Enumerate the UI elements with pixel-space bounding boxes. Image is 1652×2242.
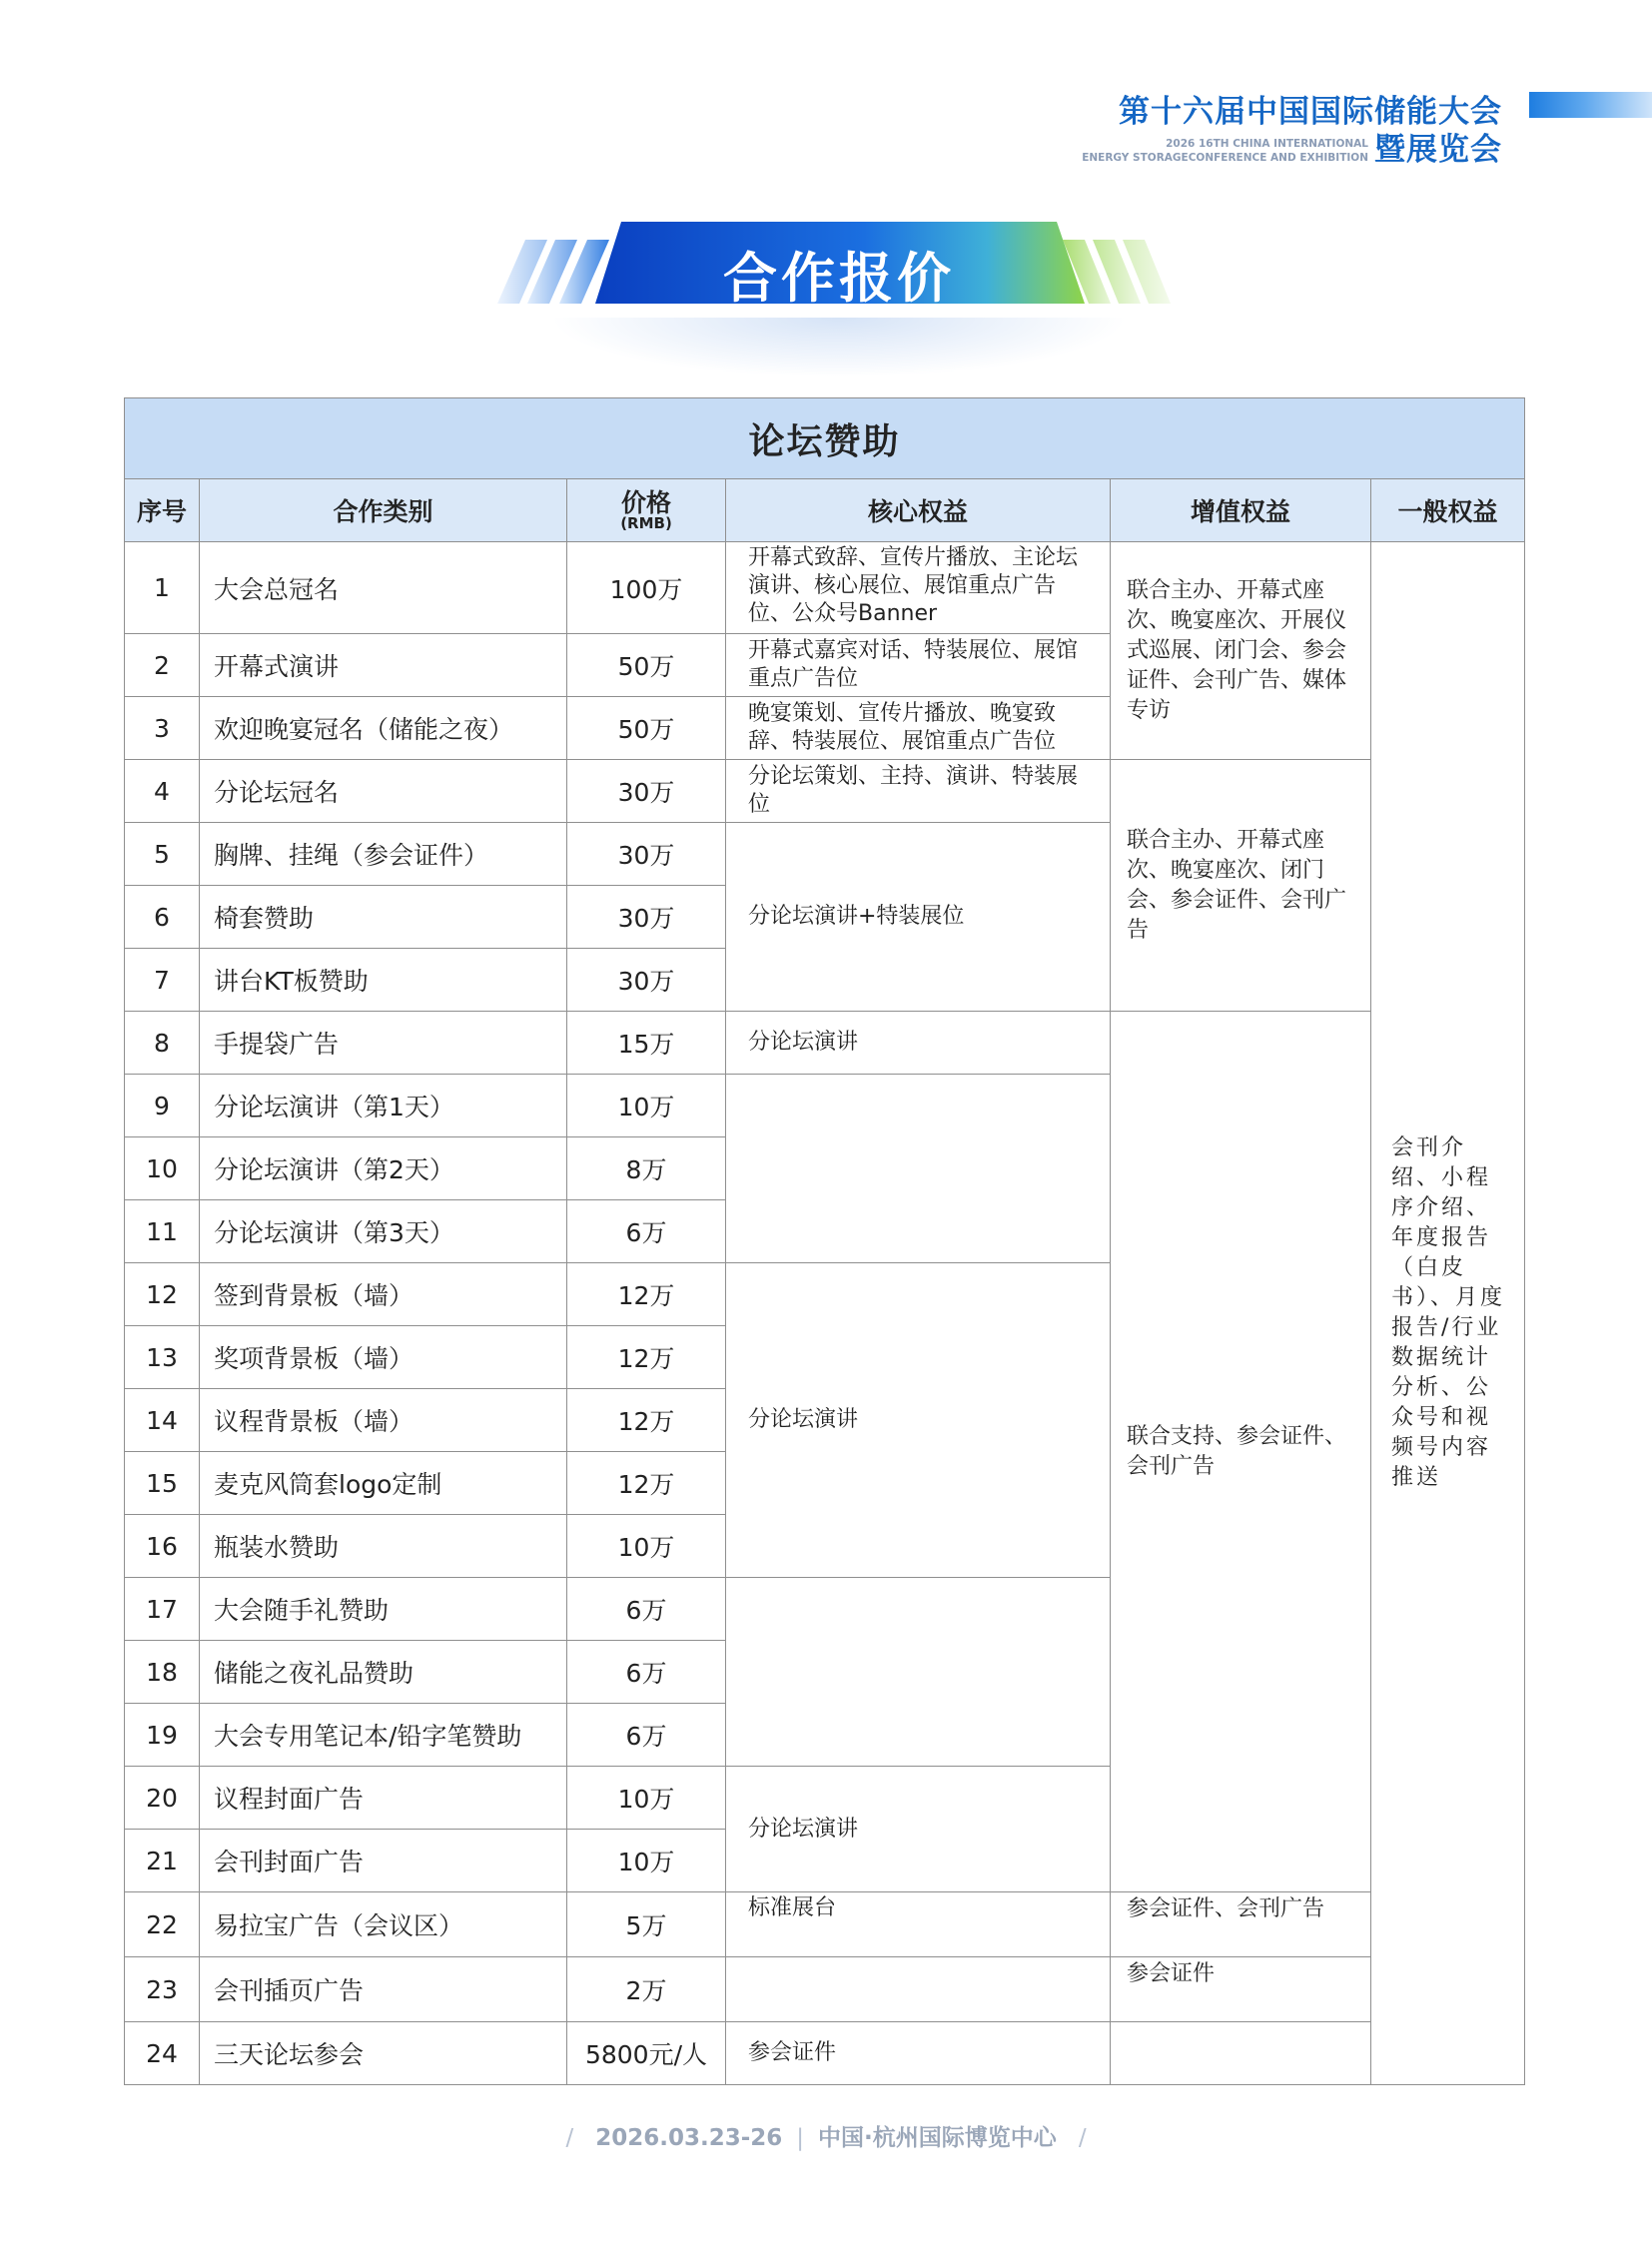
row-price: 15万 xyxy=(567,1012,726,1075)
row-no: 17 xyxy=(125,1578,200,1641)
row-added-benefits: 联合支持、参会证件、会刊广告 xyxy=(1111,1012,1371,1892)
row-price: 10万 xyxy=(567,1767,726,1830)
table-row xyxy=(125,542,1525,634)
event-brand xyxy=(1082,86,1502,167)
row-category: 签到背景板（墙） xyxy=(200,1263,567,1326)
row-no: 24 xyxy=(125,2022,200,2085)
header-price-unit: (RMB) xyxy=(620,513,672,532)
row-no: 9 xyxy=(125,1075,200,1137)
row-category: 椅套赞助 xyxy=(200,886,567,949)
row-category: 分论坛演讲（第2天） xyxy=(200,1137,567,1200)
row-core-benefits xyxy=(726,1578,1111,1767)
table-row xyxy=(125,1012,1525,1075)
event-english-name xyxy=(1082,137,1368,165)
event-english-line1: 2026 16TH CHINA INTERNATIONAL xyxy=(1166,138,1368,150)
row-category: 奖项背景板（墙） xyxy=(200,1326,567,1389)
row-category: 欢迎晚宴冠名（储能之夜） xyxy=(200,697,567,760)
row-no: 2 xyxy=(125,634,200,697)
row-price: 12万 xyxy=(567,1326,726,1389)
table-row xyxy=(125,760,1525,823)
row-added-benefits: 联合主办、开幕式座次、晚宴座次、闭门会、参会证件、会刊广告 xyxy=(1111,760,1371,1012)
row-core-benefits: 开幕式致辞、宣传片播放、主论坛演讲、核心展位、展馆重点广告位、公众号Banner xyxy=(726,542,1111,634)
event-title: 第十六届中国国际储能大会 xyxy=(1119,94,1502,130)
row-category: 议程封面广告 xyxy=(200,1767,567,1830)
row-no: 12 xyxy=(125,1263,200,1326)
row-price: 30万 xyxy=(567,949,726,1012)
row-no: 18 xyxy=(125,1641,200,1704)
row-no: 1 xyxy=(125,542,200,634)
general-benefits: 会刊介绍、小程序介绍、年度报告（白皮书）、月度报告/行业数据统计分析、公众号和视频号内容推送 xyxy=(1371,542,1525,2085)
row-price: 6万 xyxy=(567,1200,726,1263)
row-no: 4 xyxy=(125,760,200,823)
row-no: 13 xyxy=(125,1326,200,1389)
row-no: 15 xyxy=(125,1452,200,1515)
row-price: 2万 xyxy=(567,1957,726,2022)
row-no: 8 xyxy=(125,1012,200,1075)
row-no: 3 xyxy=(125,697,200,760)
banner-title: 合作报价 xyxy=(723,247,955,310)
row-price: 5万 xyxy=(567,1892,726,1957)
row-price: 6万 xyxy=(567,1704,726,1767)
row-price: 10万 xyxy=(567,1075,726,1137)
row-category: 大会总冠名 xyxy=(200,542,567,634)
row-category: 麦克风筒套logo定制 xyxy=(200,1452,567,1515)
row-category: 会刊插页广告 xyxy=(200,1957,567,2022)
event-subtitle: 暨展览会 xyxy=(1374,132,1502,168)
row-price: 12万 xyxy=(567,1263,726,1326)
row-category: 开幕式演讲 xyxy=(200,634,567,697)
footer-date: 2026.03.23-26 xyxy=(595,2125,783,2151)
footer-divider: | xyxy=(796,2125,805,2151)
pricing-table xyxy=(124,397,1525,2085)
header-core: 核心权益 xyxy=(726,479,1111,542)
row-price: 10万 xyxy=(567,1515,726,1578)
banner-glow xyxy=(549,318,1129,377)
row-core-benefits xyxy=(726,1957,1111,2022)
header-no: 序号 xyxy=(125,479,200,542)
row-added-benefits: 参会证件 xyxy=(1111,1957,1371,2022)
row-price: 30万 xyxy=(567,760,726,823)
row-price: 30万 xyxy=(567,886,726,949)
row-no: 23 xyxy=(125,1957,200,2022)
row-category: 分论坛演讲（第1天） xyxy=(200,1075,567,1137)
row-price: 10万 xyxy=(567,1830,726,1892)
header-category: 合作类别 xyxy=(200,479,567,542)
row-added-benefits: 联合主办、开幕式座次、晚宴座次、开展仪式巡展、闭门会、参会证件、会刊广告、媒体专访 xyxy=(1111,542,1371,760)
table-row xyxy=(125,2022,1525,2085)
row-core-benefits: 标准展台 xyxy=(726,1892,1111,1957)
row-core-benefits xyxy=(726,1075,1111,1263)
row-price: 50万 xyxy=(567,697,726,760)
row-no: 19 xyxy=(125,1704,200,1767)
row-category: 会刊封面广告 xyxy=(200,1830,567,1892)
row-core-benefits: 分论坛演讲+特装展位 xyxy=(726,823,1111,1012)
row-category: 大会随手礼赞助 xyxy=(200,1578,567,1641)
header-price xyxy=(567,479,726,542)
row-no: 22 xyxy=(125,1892,200,1957)
row-price: 30万 xyxy=(567,823,726,886)
row-price: 12万 xyxy=(567,1389,726,1452)
row-core-benefits: 开幕式嘉宾对话、特装展位、展馆重点广告位 xyxy=(726,634,1111,697)
row-added-benefits xyxy=(1111,2022,1371,2085)
row-no: 7 xyxy=(125,949,200,1012)
row-category: 储能之夜礼品赞助 xyxy=(200,1641,567,1704)
footer-location: 中国·杭州国际博览中心 xyxy=(818,2125,1057,2151)
row-category: 分论坛冠名 xyxy=(200,760,567,823)
event-english-line2: ENERGY STORAGECONFERENCE AND EXHIBITION xyxy=(1082,152,1368,164)
header-added: 增值权益 xyxy=(1111,479,1371,542)
row-price: 50万 xyxy=(567,634,726,697)
row-core-benefits: 参会证件 xyxy=(726,2022,1111,2085)
pricing-table-wrapper xyxy=(124,397,1524,2085)
row-price: 6万 xyxy=(567,1641,726,1704)
row-category: 手提袋广告 xyxy=(200,1012,567,1075)
row-core-benefits: 分论坛演讲 xyxy=(726,1263,1111,1578)
row-price: 8万 xyxy=(567,1137,726,1200)
row-core-benefits: 晚宴策划、宣传片播放、晚宴致辞、特装展位、展馆重点广告位 xyxy=(726,697,1111,760)
row-core-benefits: 分论坛演讲 xyxy=(726,1767,1111,1892)
row-price: 6万 xyxy=(567,1578,726,1641)
row-no: 11 xyxy=(125,1200,200,1263)
row-added-benefits: 参会证件、会刊广告 xyxy=(1111,1892,1371,1957)
row-category: 讲台KT板赞助 xyxy=(200,949,567,1012)
row-category: 瓶装水赞助 xyxy=(200,1515,567,1578)
row-no: 6 xyxy=(125,886,200,949)
row-no: 20 xyxy=(125,1767,200,1830)
table-row xyxy=(125,1892,1525,1957)
table-row xyxy=(125,1957,1525,2022)
row-no: 10 xyxy=(125,1137,200,1200)
row-no: 21 xyxy=(125,1830,200,1892)
row-core-benefits: 分论坛策划、主持、演讲、特装展位 xyxy=(726,760,1111,823)
brand-accent-bar xyxy=(1529,92,1652,118)
row-no: 16 xyxy=(125,1515,200,1578)
row-category: 胸牌、挂绳（参会证件） xyxy=(200,823,567,886)
row-no: 5 xyxy=(125,823,200,886)
header-general: 一般权益 xyxy=(1371,479,1525,542)
footer-slash-left: / xyxy=(565,2125,574,2151)
row-core-benefits: 分论坛演讲 xyxy=(726,1012,1111,1075)
row-category: 分论坛演讲（第3天） xyxy=(200,1200,567,1263)
footer-slash-right: / xyxy=(1078,2125,1087,2151)
row-category: 三天论坛参会 xyxy=(200,2022,567,2085)
page-footer xyxy=(0,2119,1652,2152)
table-caption: 论坛赞助 xyxy=(125,398,1525,479)
row-price: 5800元/人 xyxy=(567,2022,726,2085)
section-banner xyxy=(469,218,1209,377)
row-category: 大会专用笔记本/铅字笔赞助 xyxy=(200,1704,567,1767)
header-price-label: 价格 xyxy=(620,487,671,517)
row-price: 12万 xyxy=(567,1452,726,1515)
row-price: 100万 xyxy=(567,542,726,634)
row-category: 易拉宝广告（会议区） xyxy=(200,1892,567,1957)
row-category: 议程背景板（墙） xyxy=(200,1389,567,1452)
row-no: 14 xyxy=(125,1389,200,1452)
